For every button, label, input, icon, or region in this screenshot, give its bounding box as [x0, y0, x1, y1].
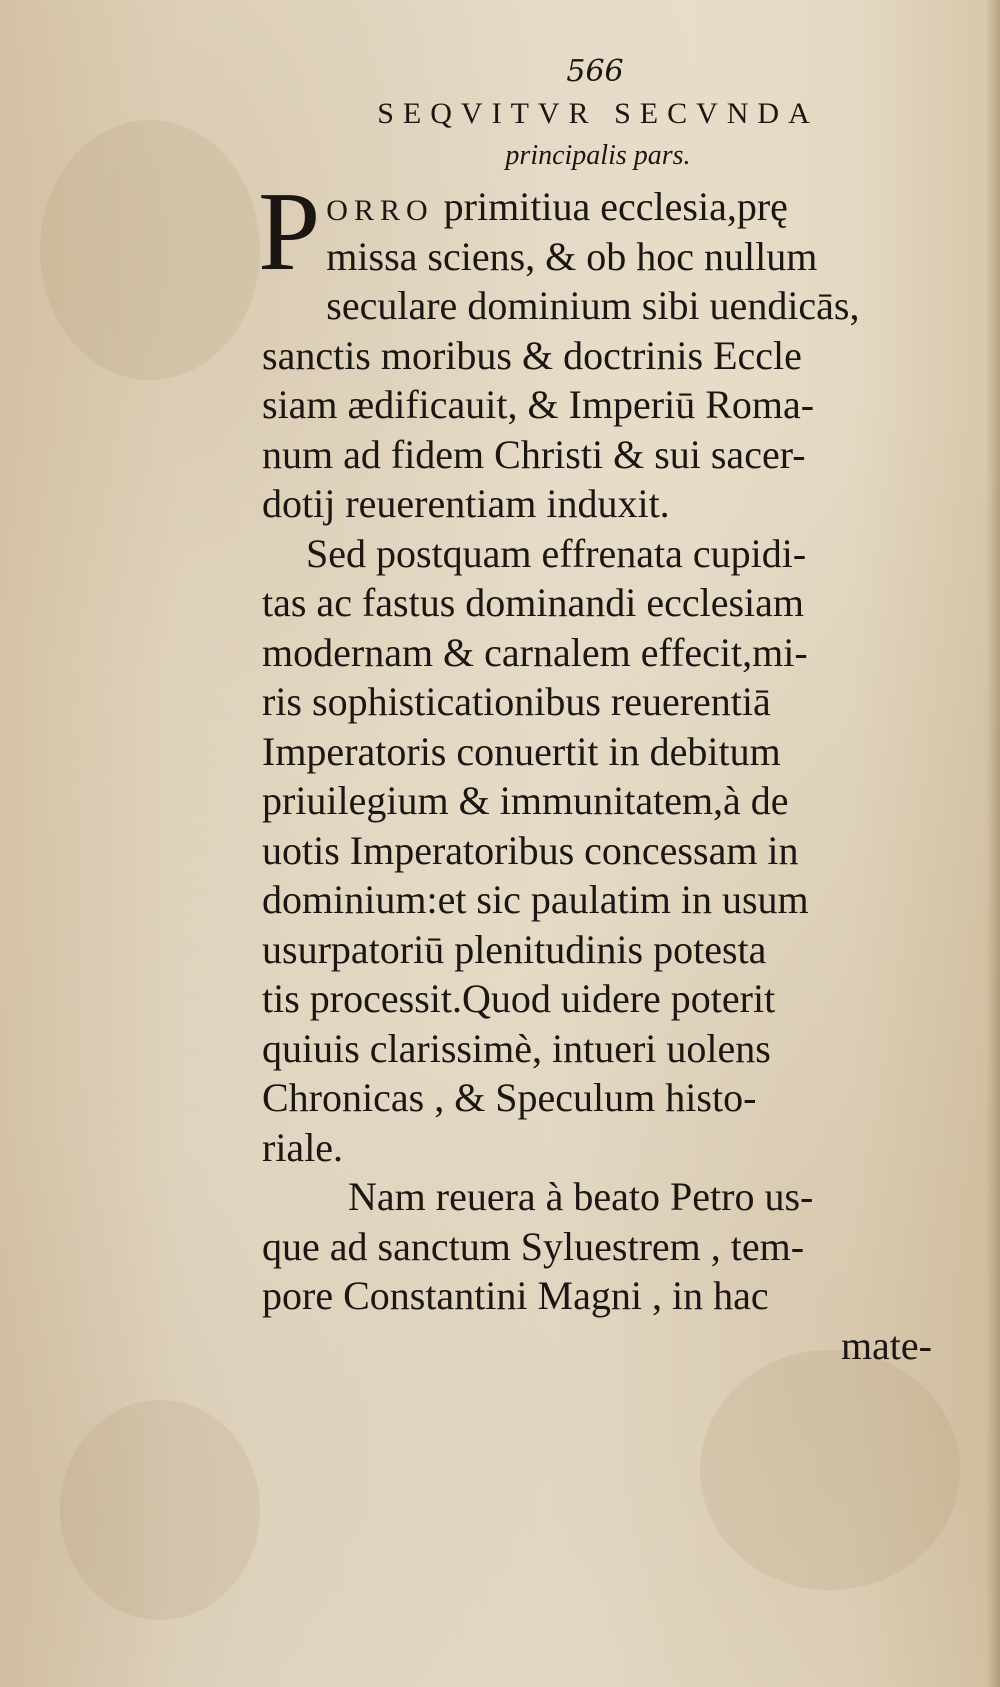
text-line: tas ac fastus dominandi ecclesiam: [262, 580, 805, 625]
page-gutter: [986, 0, 1000, 1687]
text-line: Imperatoris conuertit in debitum: [262, 728, 781, 774]
text-line: usurpatoriū plenitudinis potesta: [262, 926, 767, 972]
paragraph-1: [258, 170, 934, 529]
text-line-content: primitiua ecclesia,prę: [443, 184, 788, 229]
text-line: riale.: [262, 1124, 344, 1170]
text-line: ris sophisticationibus reuerentiā: [262, 679, 771, 724]
text-line: missa sciens, & ob hoc nullum: [326, 233, 818, 279]
paragraph-2: [262, 529, 934, 1173]
catchword: mate-: [840, 1322, 932, 1368]
text-line: Sed postquam effrenata cupidi-: [306, 530, 807, 576]
text-line: dotij reuerentiam induxit.: [262, 481, 670, 526]
text-line: tis processit.Quod uidere poterit: [262, 976, 776, 1021]
paper-stain: [700, 1350, 960, 1590]
text-line: num ad fidem Christi & sui sacer-: [262, 431, 806, 477]
text-line: Nam reuera à beato Petro us-: [348, 1174, 814, 1219]
text-line: dominium:et sic paulatim in usum: [262, 877, 809, 922]
text-block: [258, 52, 934, 1370]
text-line: siam ædificauit, & Imperiū Roma-: [262, 382, 815, 427]
text-line: sanctis moribus & doctrinis Eccle: [262, 332, 802, 378]
text-line: [326, 182, 934, 232]
text-line: uotis Imperatoribus concessam in: [262, 827, 799, 873]
text-line: priuilegium & immunitatem,à de: [262, 778, 789, 823]
text-line: seculare dominium sibi uendicās,: [326, 283, 860, 328]
section-subheading: principalis pars.: [505, 140, 691, 171]
text-line: quiuis clarissimè, intueri uolens: [262, 1025, 771, 1071]
page-number: 566: [566, 54, 624, 89]
text-line: Chronicas , & Speculum histo-: [262, 1075, 757, 1120]
lead-word: ORRO: [326, 194, 434, 227]
text-line: que ad sanctum Syluestrem , tem-: [262, 1223, 805, 1269]
text-line: modernam & carnalem effecit,mi-: [262, 629, 808, 675]
section-heading: SEQVITVR SECVNDA: [377, 97, 819, 130]
paper-stain: [40, 120, 260, 380]
text-line: pore Constantini Magni , in hac: [262, 1273, 769, 1318]
paragraph-3: [262, 1172, 934, 1370]
paper-stain: [60, 1400, 260, 1620]
drop-capital: P: [258, 170, 321, 294]
